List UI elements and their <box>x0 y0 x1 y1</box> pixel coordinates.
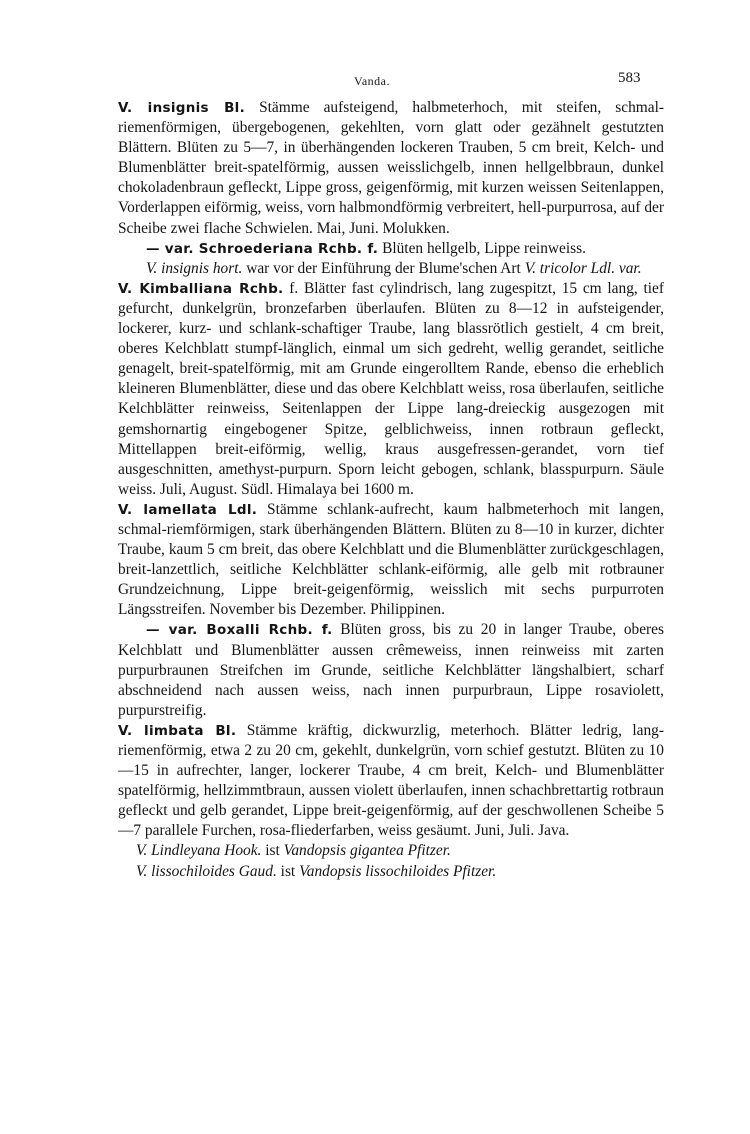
page-number: 583 <box>618 70 641 86</box>
synonym-reference: V. tricolor Ldl. var. <box>524 259 642 277</box>
synonym-note <box>118 259 664 279</box>
species-name: V. lamellata Ldl. <box>118 501 258 518</box>
variety-description: Blüten gross, bis zu 20 in langer Traube, oberes Kelchblatt und Blumenblätter aussen crêmeweiss, innen reinweiss mit zarten purpurbraunen Streifchen im Grunde, seitliche Kelchblätter längshalbiert, scharf abschneidend nach aussen weiss, nach innen purpurbraun, Lippe rosaviolett, purpurstreifig. <box>118 621 664 719</box>
synonym-link: ist <box>265 842 280 860</box>
species-description: Stämme schlank-aufrecht, kaum halbmeterhoch mit langen, schmal-riemförmigen, stark überhängenden Blättern. Blüten zu 8—10 in kurzer, dichter Traube, kaum 5 cm breit, das obere Kelchblatt und die Blumenblätter zurückgeschlagen, breit-lanzettlich, seitliche Kelchblätter schlank-eiförmig, alle gelb mit rotbrauner Grundzeichnung, Lippe breit-geigenförmig, weisslich mit sechs purpurroten Längsstreifen. November bis Dezember. Philippinen. <box>118 500 664 619</box>
synonym-b: Vandopsis gigantea Pfitzer. <box>283 842 451 860</box>
variety-schroederiana <box>118 239 664 259</box>
variety-boxalli <box>118 620 664 720</box>
entry-kimballiana <box>118 279 664 500</box>
synonym-text: war vor der Einführung der Blume'schen Art <box>246 259 521 277</box>
variety-description: Blüten hellgelb, Lippe reinweiss. <box>382 239 586 257</box>
species-name: V. Kimballiana Rchb. <box>118 280 284 297</box>
synonym-b: Vandopsis lissochiloides Pfitzer. <box>299 862 497 880</box>
synonym-a: V. Lindleyana Hook. <box>136 842 262 860</box>
running-head <box>0 70 750 92</box>
synonym-line <box>118 862 664 882</box>
synonym-a: V. lissochiloides Gaud. <box>136 862 277 880</box>
synonym-line <box>118 841 664 861</box>
species-name: V. limbata Bl. <box>118 722 237 739</box>
body-text <box>118 98 664 882</box>
species-description: Blätter fast cylindrisch, lang zugespitzt, 15 cm lang, tief gefurcht, dunkelgrün, bronzefarben überlaufen. Blüten zu 8—12 in aufsteigender, lockerer, kurz- und schlank-schaftiger Traube, lang blassrötlich gestielt, 4 cm breit, oberes Kelchblatt stumpf-länglich, einmal um sich gedreht, wellig gerandet, seitliche genagelt, breit-spatelförmig, mit am Grunde eingerolltem Rande, ebenso die erheblich kleineren Blumenblätter, diese und das obere Kelchblatt weiss, rosa überlaufen, seitliche Kelchblätter reinweiss, Seitenlappen der Lippe lang-dreieckig ausgezogen mit gemshornartig eingebogener Spitze, gelblichweiss, innen rotbraun gefleckt, Mittellappen breit-eiförmig, wellig, kraus ausgefressen-gerandet, vorn tief ausgeschnitten, amethyst-purpurn. Sporn leicht gebogen, schlank, blasspurpurn. Säule weiss. Juli, August. Südl. Himalaya bei 1600 m. <box>118 279 664 498</box>
synonym-name: V. insignis hort. <box>146 259 243 277</box>
species-description: Stämme kräftig, dickwurzlig, meterhoch. Blätter ledrig, lang-riemenförmig, etwa 2 zu 20 cm, gekehlt, dunkelgrün, vorn schief gestutzt. Blüten zu 10—15 in aufrechter, langer, lockerer Traube, 4 cm breit, Kelch- und Blumenblätter spatelförmig, hellzimmtbraun, aussen violett überlaufen, innen schachbrettartig rotbraun gefleckt und gelb gerandet, Lippe breit-geigenförmig, auf der geschwollenen Scheibe 5—7 parallele Furchen, rosa-fliederfarben, weiss gesäumt. Juni, Juli. Java. <box>118 721 664 840</box>
species-name-suffix: f. <box>289 279 299 297</box>
variety-name: — var. Schroederiana Rchb. f. <box>146 240 379 257</box>
entry-insignis <box>118 98 664 239</box>
species-description: Stämme aufsteigend, halbmeterhoch, mit steifen, schmal-riemenförmigen, übergebogenen, gekehlten, vorn glatt oder gezähnelt gestutzten Blättern. Blüten zu 5—7, in überhängenden lockeren Trauben, 5 cm breit, Kelch- und Blumenblätter breit-spatelförmig, aussen weisslichgelb, innen hellgelbbraun, dunkel chokoladenbraun gefleckt, Lippe gross, geigenförmig, mit kurzen weissen Seitenlappen, Vorderlappen eiförmig, weiss, vorn halbmondförmig verbreitert, hell-purpurrosa, auf der Scheibe zwei flache Schwielen. Mai, Juni. Molukken. <box>118 99 664 237</box>
running-title: Vanda. <box>354 74 390 88</box>
entry-limbata <box>118 721 664 842</box>
variety-name: — var. Boxalli Rchb. f. <box>146 622 333 639</box>
species-name: V. insignis Bl. <box>118 100 246 116</box>
entry-lamellata <box>118 500 664 621</box>
synonym-link: ist <box>280 862 296 880</box>
